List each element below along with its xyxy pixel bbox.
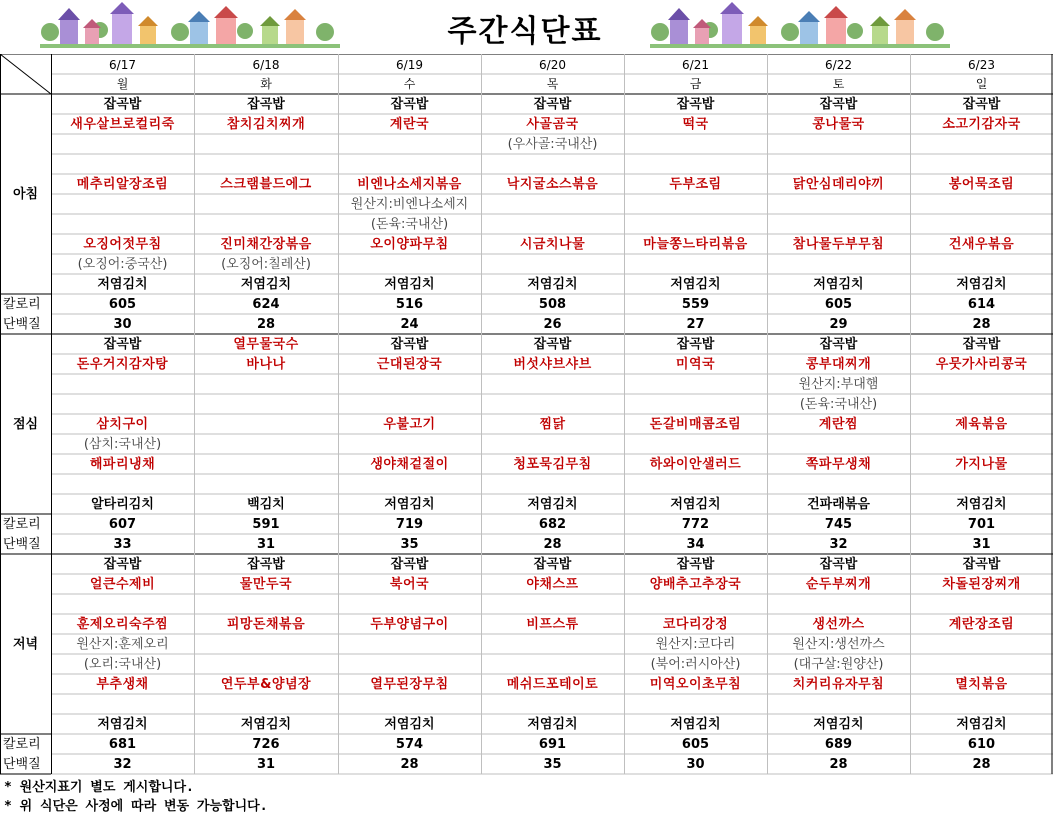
menu-item: 스크램블드에그 xyxy=(220,176,312,192)
day-of-week: 목 xyxy=(546,77,559,91)
menu-item: 알타리김치 xyxy=(91,496,154,512)
menu-item: 비엔나소세지볶음 xyxy=(357,176,462,192)
menu-item: 생선까스 xyxy=(812,616,865,632)
protein-value: 32 xyxy=(113,756,132,772)
menu-item: 건새우볶음 xyxy=(948,236,1015,252)
menu-item: 생야채겉절이 xyxy=(370,456,449,472)
menu-item: 저염김치 xyxy=(670,496,721,512)
protein-value: 28 xyxy=(972,756,991,772)
protein-label: 단백질 xyxy=(3,316,41,332)
menu-item: 두부조림 xyxy=(669,176,722,192)
menu-item: 잡곡밥 xyxy=(247,96,285,112)
menu-item: 봉어묵조림 xyxy=(948,176,1015,192)
menu-item: 잡곡밥 xyxy=(103,336,142,352)
origin-note: 원산지:훈제오리 xyxy=(76,636,169,652)
day-of-week: 일 xyxy=(975,77,988,91)
menu-item: 잡곡밥 xyxy=(962,336,1001,352)
calories-value: 719 xyxy=(395,516,424,532)
protein-value: 28 xyxy=(256,316,276,332)
protein-value: 34 xyxy=(686,536,705,552)
menu-table xyxy=(0,54,1053,812)
menu-item: 우뭇가사리콩국 xyxy=(935,356,1028,372)
menu-item: 해파리냉채 xyxy=(89,456,156,472)
menu-item: 콩부대찌개 xyxy=(805,356,872,372)
calories-value: 607 xyxy=(108,516,137,532)
village-illustration-right xyxy=(650,2,950,50)
menu-item: 저염김치 xyxy=(956,496,1007,512)
menu-item: 북어국 xyxy=(389,576,430,592)
menu-item: 미역국 xyxy=(675,356,716,372)
menu-item: 저염김치 xyxy=(527,496,578,512)
menu-item: 찜닭 xyxy=(539,416,566,432)
protein-value: 35 xyxy=(543,756,562,772)
day-of-week: 월 xyxy=(116,77,129,91)
menu-item: 사골곰국 xyxy=(526,116,579,132)
calories-value: 516 xyxy=(395,296,424,312)
calories-value: 574 xyxy=(395,736,424,752)
calories-label: 칼로리 xyxy=(3,296,41,312)
menu-item: 연두부&양념장 xyxy=(220,676,312,692)
menu-item: 메쉬드포테이토 xyxy=(506,676,599,692)
protein-value: 29 xyxy=(829,316,848,332)
menu-item: 오이양파무침 xyxy=(370,236,449,252)
origin-note: (오징어:칠레산) xyxy=(221,256,311,272)
protein-value: 30 xyxy=(113,316,132,332)
protein-value: 30 xyxy=(686,756,705,772)
menu-item: 버섯샤브샤브 xyxy=(513,356,592,372)
menu-item: 진미채간장볶음 xyxy=(220,236,312,252)
menu-item: 저염김치 xyxy=(240,276,292,292)
protein-value: 28 xyxy=(543,536,562,552)
calories-value: 508 xyxy=(538,296,567,312)
origin-note: (오징어:중국산) xyxy=(77,256,168,272)
menu-item: 떡국 xyxy=(682,116,709,132)
menu-item: 새우살브로컬리죽 xyxy=(70,116,175,132)
calories-value: 691 xyxy=(538,736,567,752)
menu-item: 잡곡밥 xyxy=(103,556,142,572)
menu-item: 삼치구이 xyxy=(96,416,149,432)
origin-note: 원산지:부대햄 xyxy=(798,376,879,392)
protein-label: 단백질 xyxy=(3,756,41,772)
menu-item: 저염김치 xyxy=(97,276,148,292)
menu-item: 저염김치 xyxy=(527,276,578,292)
calories-value: 591 xyxy=(252,516,280,532)
menu-item: 메추리알장조림 xyxy=(76,176,169,192)
menu-item: 저염김치 xyxy=(956,276,1007,292)
menu-item: 잡곡밥 xyxy=(676,336,715,352)
origin-note: (오리:국내산) xyxy=(83,656,162,672)
protein-value: 31 xyxy=(256,536,276,552)
menu-item: 피망돈채볶음 xyxy=(226,616,306,632)
origin-note: (우사골:국내산) xyxy=(507,136,598,152)
menu-item: 저염김치 xyxy=(240,716,292,732)
day-of-week: 토 xyxy=(832,77,845,91)
menu-item: 콩나물국 xyxy=(812,116,865,132)
menu-item: 치커리유자무침 xyxy=(792,676,885,692)
menu-item: 잡곡밥 xyxy=(676,96,715,112)
menu-item: 가지나물 xyxy=(955,456,1008,472)
protein-value: 27 xyxy=(686,316,705,332)
menu-item: 쪽파무생채 xyxy=(805,456,872,472)
menu-item: 계란찜 xyxy=(818,416,859,432)
menu-item: 잡곡밥 xyxy=(533,96,572,112)
menu-item: 잡곡밥 xyxy=(962,96,1001,112)
grid-line xyxy=(0,54,51,94)
calories-value: 624 xyxy=(252,296,280,312)
origin-note: (돈육:국내산) xyxy=(799,396,878,412)
menu-item: 참나물두부무침 xyxy=(792,236,885,252)
meal-label: 저녁 xyxy=(12,636,39,652)
calories-label: 칼로리 xyxy=(3,736,41,752)
day-date: 6/19 xyxy=(396,58,423,72)
menu-item: 저염김치 xyxy=(670,716,721,732)
calories-value: 605 xyxy=(681,736,710,752)
day-date: 6/20 xyxy=(539,58,566,72)
day-of-week: 화 xyxy=(260,77,272,91)
menu-item: 잡곡밥 xyxy=(247,556,285,572)
menu-item: 비프스튜 xyxy=(526,616,579,632)
menu-item: 소고기감자국 xyxy=(942,116,1021,132)
calories-value: 681 xyxy=(108,736,137,752)
footnote-origin: * 원산지표기 별도 게시합니다. xyxy=(4,780,194,795)
day-of-week: 금 xyxy=(689,77,702,91)
menu-item: 돈우거지감자탕 xyxy=(76,356,169,372)
menu-item: 열무된장무침 xyxy=(370,676,449,692)
origin-note: (북어:러시아산) xyxy=(650,656,741,672)
menu-item: 제육볶음 xyxy=(955,416,1008,432)
page-header xyxy=(0,0,1053,54)
menu-item: 순두부찌개 xyxy=(805,576,872,592)
menu-item: 근대된장국 xyxy=(376,356,443,372)
menu-item: 물만두국 xyxy=(239,576,293,592)
calories-value: 614 xyxy=(967,296,996,312)
calories-value: 610 xyxy=(967,736,996,752)
menu-item: 저염김치 xyxy=(956,716,1007,732)
origin-note: 원산지:코다리 xyxy=(655,636,736,652)
menu-item: 청포묵김무침 xyxy=(513,456,592,472)
calories-value: 772 xyxy=(681,516,710,532)
menu-item: 저염김치 xyxy=(384,496,435,512)
menu-item: 차돌된장찌개 xyxy=(942,576,1021,592)
menu-item: 낙지굴소스볶음 xyxy=(506,176,599,192)
menu-item: 저염김치 xyxy=(97,716,148,732)
menu-item: 마늘쫑느타리볶음 xyxy=(643,236,748,252)
menu-item: 저염김치 xyxy=(384,276,435,292)
calories-value: 689 xyxy=(824,736,853,752)
origin-note: (돈육:국내산) xyxy=(370,216,449,232)
menu-item: 닭안심데리야끼 xyxy=(792,176,885,192)
footnote-change: * 위 식단은 사정에 따라 변동 가능합니다. xyxy=(4,799,268,814)
menu-item: 코다리강정 xyxy=(662,616,729,632)
day-date: 6/23 xyxy=(968,58,995,72)
day-date: 6/22 xyxy=(825,58,852,72)
menu-item: 잡곡밥 xyxy=(819,336,858,352)
meal-label: 아침 xyxy=(12,186,39,202)
menu-item: 바나나 xyxy=(246,356,286,372)
menu-item: 시금치나물 xyxy=(519,236,586,252)
calories-value: 682 xyxy=(538,516,567,532)
menu-item: 잡곡밥 xyxy=(533,336,572,352)
protein-value: 24 xyxy=(400,316,419,332)
day-of-week: 수 xyxy=(403,77,416,91)
menu-item: 잡곡밥 xyxy=(390,96,429,112)
menu-item: 참치김치찌개 xyxy=(226,116,306,132)
menu-item: 부추생채 xyxy=(96,676,149,692)
calories-label: 칼로리 xyxy=(3,516,41,532)
protein-value: 31 xyxy=(972,536,991,552)
calories-value: 726 xyxy=(252,736,280,752)
menu-item: 잡곡밥 xyxy=(819,96,858,112)
menu-item: 잡곡밥 xyxy=(390,336,429,352)
day-date: 6/18 xyxy=(252,58,280,72)
protein-value: 33 xyxy=(113,536,132,552)
menu-item: 오징어젓무침 xyxy=(83,236,162,252)
protein-label: 단백질 xyxy=(3,536,41,552)
menu-item: 잡곡밥 xyxy=(390,556,429,572)
menu-item: 잡곡밥 xyxy=(676,556,715,572)
menu-item: 저염김치 xyxy=(384,716,435,732)
menu-item: 훈제오리숙주찜 xyxy=(76,616,169,632)
origin-note: 원산지:비엔나소세지 xyxy=(350,196,469,212)
calories-value: 559 xyxy=(681,296,710,312)
menu-item: 양배추고추장국 xyxy=(649,576,742,592)
origin-note: (삼치:국내산) xyxy=(83,436,162,452)
calories-value: 605 xyxy=(824,296,853,312)
calories-value: 701 xyxy=(967,516,996,532)
menu-item: 두부양념구이 xyxy=(370,616,449,632)
protein-value: 28 xyxy=(400,756,419,772)
menu-item: 야채스프 xyxy=(526,576,579,592)
menu-item: 잡곡밥 xyxy=(962,556,1001,572)
origin-note: 원산지:생선까스 xyxy=(792,636,885,652)
menu-item: 우불고기 xyxy=(383,416,436,432)
menu-item: 건파래볶음 xyxy=(807,496,870,512)
protein-value: 32 xyxy=(829,536,848,552)
menu-item: 열무물국수 xyxy=(233,336,299,352)
menu-item: 하와이안샐러드 xyxy=(649,456,742,472)
menu-item: 계란장조림 xyxy=(948,616,1015,632)
protein-value: 31 xyxy=(256,756,276,772)
protein-value: 28 xyxy=(829,756,848,772)
day-date: 6/21 xyxy=(682,58,709,72)
protein-value: 35 xyxy=(400,536,419,552)
village-illustration-left xyxy=(40,2,340,50)
menu-item: 멸치볶음 xyxy=(955,676,1008,692)
menu-item: 저염김치 xyxy=(527,716,578,732)
meal-label: 점심 xyxy=(12,416,39,432)
menu-item: 돈갈비매콤조림 xyxy=(649,416,742,432)
menu-item: 잡곡밥 xyxy=(819,556,858,572)
menu-item: 계란국 xyxy=(389,116,430,132)
day-date: 6/17 xyxy=(109,58,136,72)
menu-item: 잡곡밥 xyxy=(533,556,572,572)
protein-value: 26 xyxy=(543,316,562,332)
menu-item: 저염김치 xyxy=(813,716,864,732)
menu-item: 잡곡밥 xyxy=(103,96,142,112)
calories-value: 605 xyxy=(108,296,137,312)
menu-item: 얼큰수제비 xyxy=(89,576,156,592)
page-title: 주간식단표 xyxy=(447,14,603,49)
protein-value: 28 xyxy=(972,316,991,332)
origin-note: (대구살:원양산) xyxy=(793,656,884,672)
menu-item: 백김치 xyxy=(247,496,285,512)
menu-item: 저염김치 xyxy=(670,276,721,292)
menu-item: 미역오이초무침 xyxy=(649,676,742,692)
menu-item: 저염김치 xyxy=(813,276,864,292)
calories-value: 745 xyxy=(824,516,853,532)
